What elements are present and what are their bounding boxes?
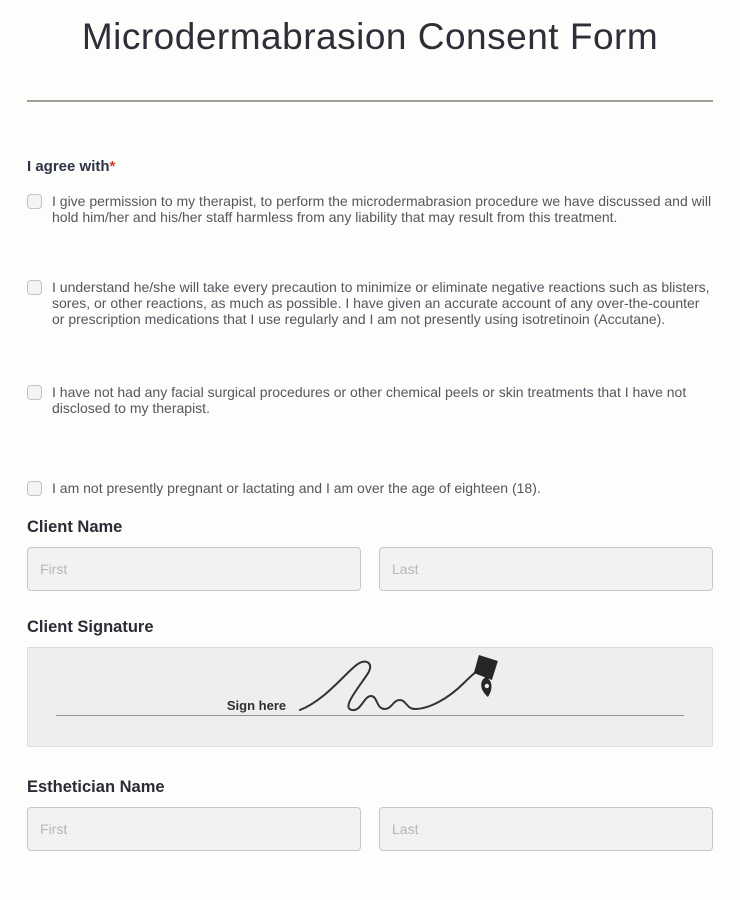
agreement-options [27, 193, 713, 496]
agreement-option-label: I understand he/she will take every precaution to minimize or eliminate negative reactions such as blisters, sores, or other reactions, as much as possible. I have given an accurate account of any over-the-counter or prescription medications that I use regularly and I am not presently using isotretinoin (Accutane). [52, 279, 710, 327]
esthetician-name-fields [27, 807, 713, 851]
esthetician-first-name-input[interactable] [27, 807, 361, 851]
agreement-option-2[interactable] [27, 279, 713, 327]
agreement-checkbox-1[interactable] [27, 194, 42, 209]
client-name-fields [27, 547, 713, 591]
agree-label-text: I agree with [27, 158, 110, 175]
agreement-option-label: I give permission to my therapist, to perform the microdermabrasion procedure we have discussed and will hold him/her and his/her staff harmless from any liability that may result from this treatment. [52, 193, 712, 225]
client-signature-label: Client Signature [27, 618, 154, 636]
required-asterisk: * [109, 158, 116, 175]
client-first-name-input[interactable] [27, 547, 361, 591]
sign-here-hint: Sign here [226, 698, 287, 713]
agreement-checkbox-2[interactable] [27, 280, 42, 295]
agreement-option-label: I have not had any facial surgical procedures or other chemical peels or skin treatments that I have not disclosed to my therapist. [52, 384, 687, 416]
signature-baseline [56, 715, 684, 716]
client-name-label: Client Name [27, 518, 123, 536]
agreement-option-4[interactable] [27, 480, 713, 496]
client-last-name-input[interactable] [379, 547, 713, 591]
agreement-checkbox-3[interactable] [27, 385, 42, 400]
esthetician-name-label: Esthetician Name [27, 778, 165, 796]
agreement-option-label: I am not presently pregnant or lactating and I am over the age of eighteen (18). [52, 480, 541, 496]
agree-question-label [27, 158, 713, 176]
agreement-checkbox-4[interactable] [27, 481, 42, 496]
agreement-option-1[interactable] [27, 193, 713, 225]
esthetician-last-name-input[interactable] [379, 807, 713, 851]
form-title: Microdermabrasion Consent Form [81, 16, 659, 57]
signature-pad[interactable] [27, 647, 713, 747]
title-divider [27, 100, 713, 102]
agreement-option-3[interactable] [27, 384, 713, 416]
